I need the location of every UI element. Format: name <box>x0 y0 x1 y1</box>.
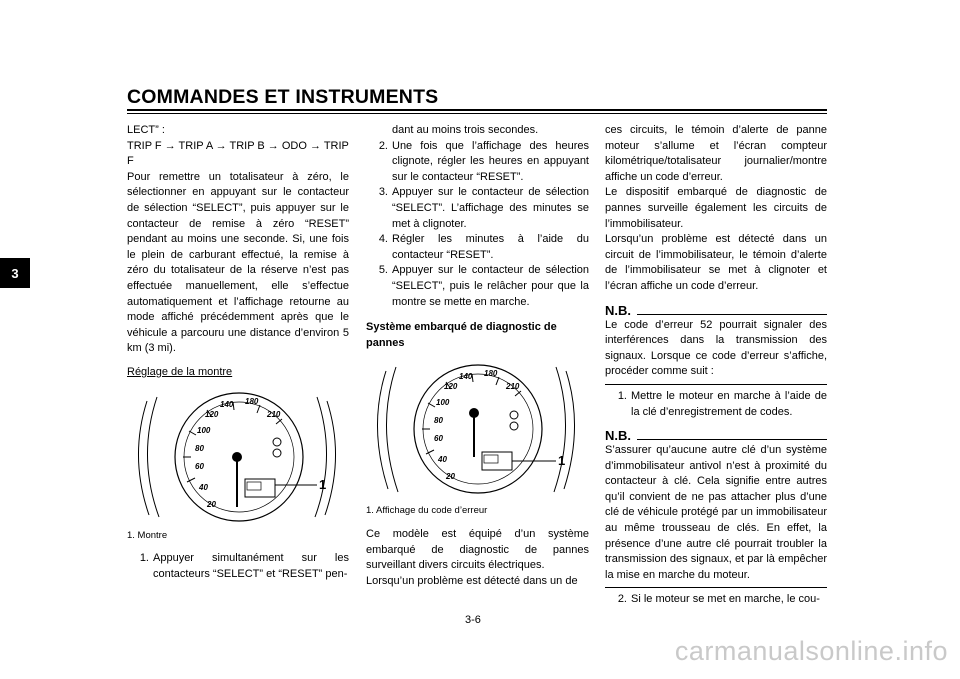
svg-text:210: 210 <box>506 382 520 392</box>
column-2 <box>366 123 589 589</box>
paragraph: LECT” : <box>127 124 165 136</box>
list-number: 2. <box>378 139 388 152</box>
note-label: N.B. <box>605 428 631 444</box>
list-item <box>366 185 589 232</box>
list-number: 3. <box>378 186 388 199</box>
svg-text:40: 40 <box>438 455 447 465</box>
list-number: 1. <box>617 389 627 402</box>
paragraph: Pour remettre un totalisateur à zéro, le sélectionner en appuyant sur le contacteur de sélection “SELECT”, puis appuyer sur le contacteur de remise à zéro “RESET” pendant au moins une seconde. Si, une fois le plein de carburant effectué, la remise à zéro du totalisateur de la réserve n’est pas effectuée manuellement, elle s’effectue automatiquement et l’affichage retourne au mode affiché précédemment après que le véhicule a parcouru une distance d’environ 5 km (3 mi). <box>127 170 349 355</box>
list-text: Une fois que l’affichage des heures clignote, régler les heures en appuyant sur le contacteur “RESET”. <box>392 139 589 183</box>
figure-caption: 1. Affichage du code d’erreur <box>366 505 488 517</box>
subheading: Réglage de la montre <box>127 365 233 378</box>
figure-caption: 1. Montre <box>127 529 168 541</box>
paragraph: Le dispositif embarqué de diagnostic de pannes surveille également les circuits de l’immobilisateur. <box>605 186 827 230</box>
svg-text:210: 210 <box>267 409 281 419</box>
svg-text:80: 80 <box>195 443 204 453</box>
paragraph: Lorsqu’un problème est détecté dans un de <box>366 574 578 587</box>
note-heading <box>605 428 827 443</box>
section-heading: Système embarqué de diagnostic de pannes <box>366 321 557 349</box>
list-number: 1. <box>139 552 149 565</box>
list-text: Mettre le moteur en marche à l’aide de la clé d’enregistrement de codes. <box>631 389 827 418</box>
list-text: Appuyer simultanément sur les contacteurs “SELECT” et “RESET” pen- <box>153 552 349 580</box>
note-text: S’assurer qu’aucune autre clé d’un système d’immobilisateur antivol n’est à proximité du contacteur à clé. Cela signifie entre autres qu’il convient de ne pas attacher plus d’une clé de véhicule protégé par un immobilisateur au même trousseau de clés. En effet, la présence d’une autre clé pourrait troubler la transmission des signaux, et par là empêcher la mise en marche du moteur. <box>605 444 827 581</box>
figure-callout: 1 <box>558 453 566 469</box>
list-text: Appuyer sur le contacteur de sélection “SELECT”. L’affichage des minutes se met à clignoter. <box>392 186 589 230</box>
svg-text:60: 60 <box>195 461 204 471</box>
page-number: 3-6 <box>465 614 481 626</box>
chapter-tab: 3 <box>0 258 30 288</box>
list-text: dant au moins trois secondes. <box>392 124 539 136</box>
list-number: 5. <box>378 264 388 277</box>
list-item <box>605 592 827 608</box>
column-3 <box>605 123 827 608</box>
page-title: COMMANDES ET INSTRUMENTS <box>127 86 439 108</box>
svg-text:60: 60 <box>434 434 443 444</box>
paragraph: Ce modèle est équipé d’un système embarqué de diagnostic de pannes surveillant divers circuits électriques. <box>366 527 589 572</box>
note-heading <box>605 303 827 318</box>
list-item <box>366 139 589 186</box>
paragraph: ces circuits, le témoin d’alerte de panne moteur s’allume et l’écran compteur kilométrique/totalisateur journalier/montre affiche un code d’erreur. <box>605 124 827 183</box>
list-number: 4. <box>378 233 388 246</box>
svg-text:20: 20 <box>446 472 455 482</box>
svg-text:120: 120 <box>205 409 219 419</box>
header-rule-thin <box>127 113 827 114</box>
figure-callout: 1 <box>319 476 327 492</box>
svg-text:140: 140 <box>220 399 234 409</box>
list-item <box>605 389 827 420</box>
paragraph: Lorsqu’un problème est détecté dans un circuit de l’immobilisateur, le témoin d’alerte de l’immobilisateur se met à clignoter et l’écran affiche un code d’erreur. <box>605 233 827 292</box>
divider <box>605 384 827 385</box>
column-1 <box>127 123 349 582</box>
svg-text:20: 20 <box>207 499 216 509</box>
divider <box>605 587 827 588</box>
list-number: 2. <box>617 593 627 606</box>
note-text: Le code d’erreur 52 pourrait signaler des interférences dans la transmission des signaux. Lorsque ce code d’erreur s’affiche, procéder comme suit : <box>605 318 827 378</box>
svg-text:140: 140 <box>459 372 473 382</box>
svg-text:120: 120 <box>444 382 458 392</box>
svg-text:180: 180 <box>245 396 259 406</box>
list-item <box>366 263 589 310</box>
speedometer-clock-figure <box>127 387 349 522</box>
list-item <box>127 551 349 582</box>
list-text: Appuyer sur le contacteur de sélection “SELECT”, puis le relâcher pour que la montre se mette en marche. <box>392 264 589 308</box>
speedometer-error-code-figure <box>366 357 589 497</box>
svg-text:100: 100 <box>436 398 450 408</box>
paragraph: TRIP F → TRIP A → TRIP B → ODO → TRIP F <box>127 139 349 168</box>
list-text: Si le moteur se met en marche, le cou- <box>631 593 820 606</box>
svg-text:80: 80 <box>434 416 443 426</box>
list-item <box>366 232 589 263</box>
svg-text:40: 40 <box>199 482 208 492</box>
header-rule <box>127 109 827 111</box>
svg-text:100: 100 <box>197 425 211 435</box>
svg-text:180: 180 <box>484 369 498 379</box>
list-item-continued <box>366 123 589 139</box>
list-text: Régler les minutes à l’aide du contacteur “RESET”. <box>392 233 589 261</box>
watermark: carmanualsonline.info <box>674 636 948 666</box>
note-label: N.B. <box>605 302 631 318</box>
